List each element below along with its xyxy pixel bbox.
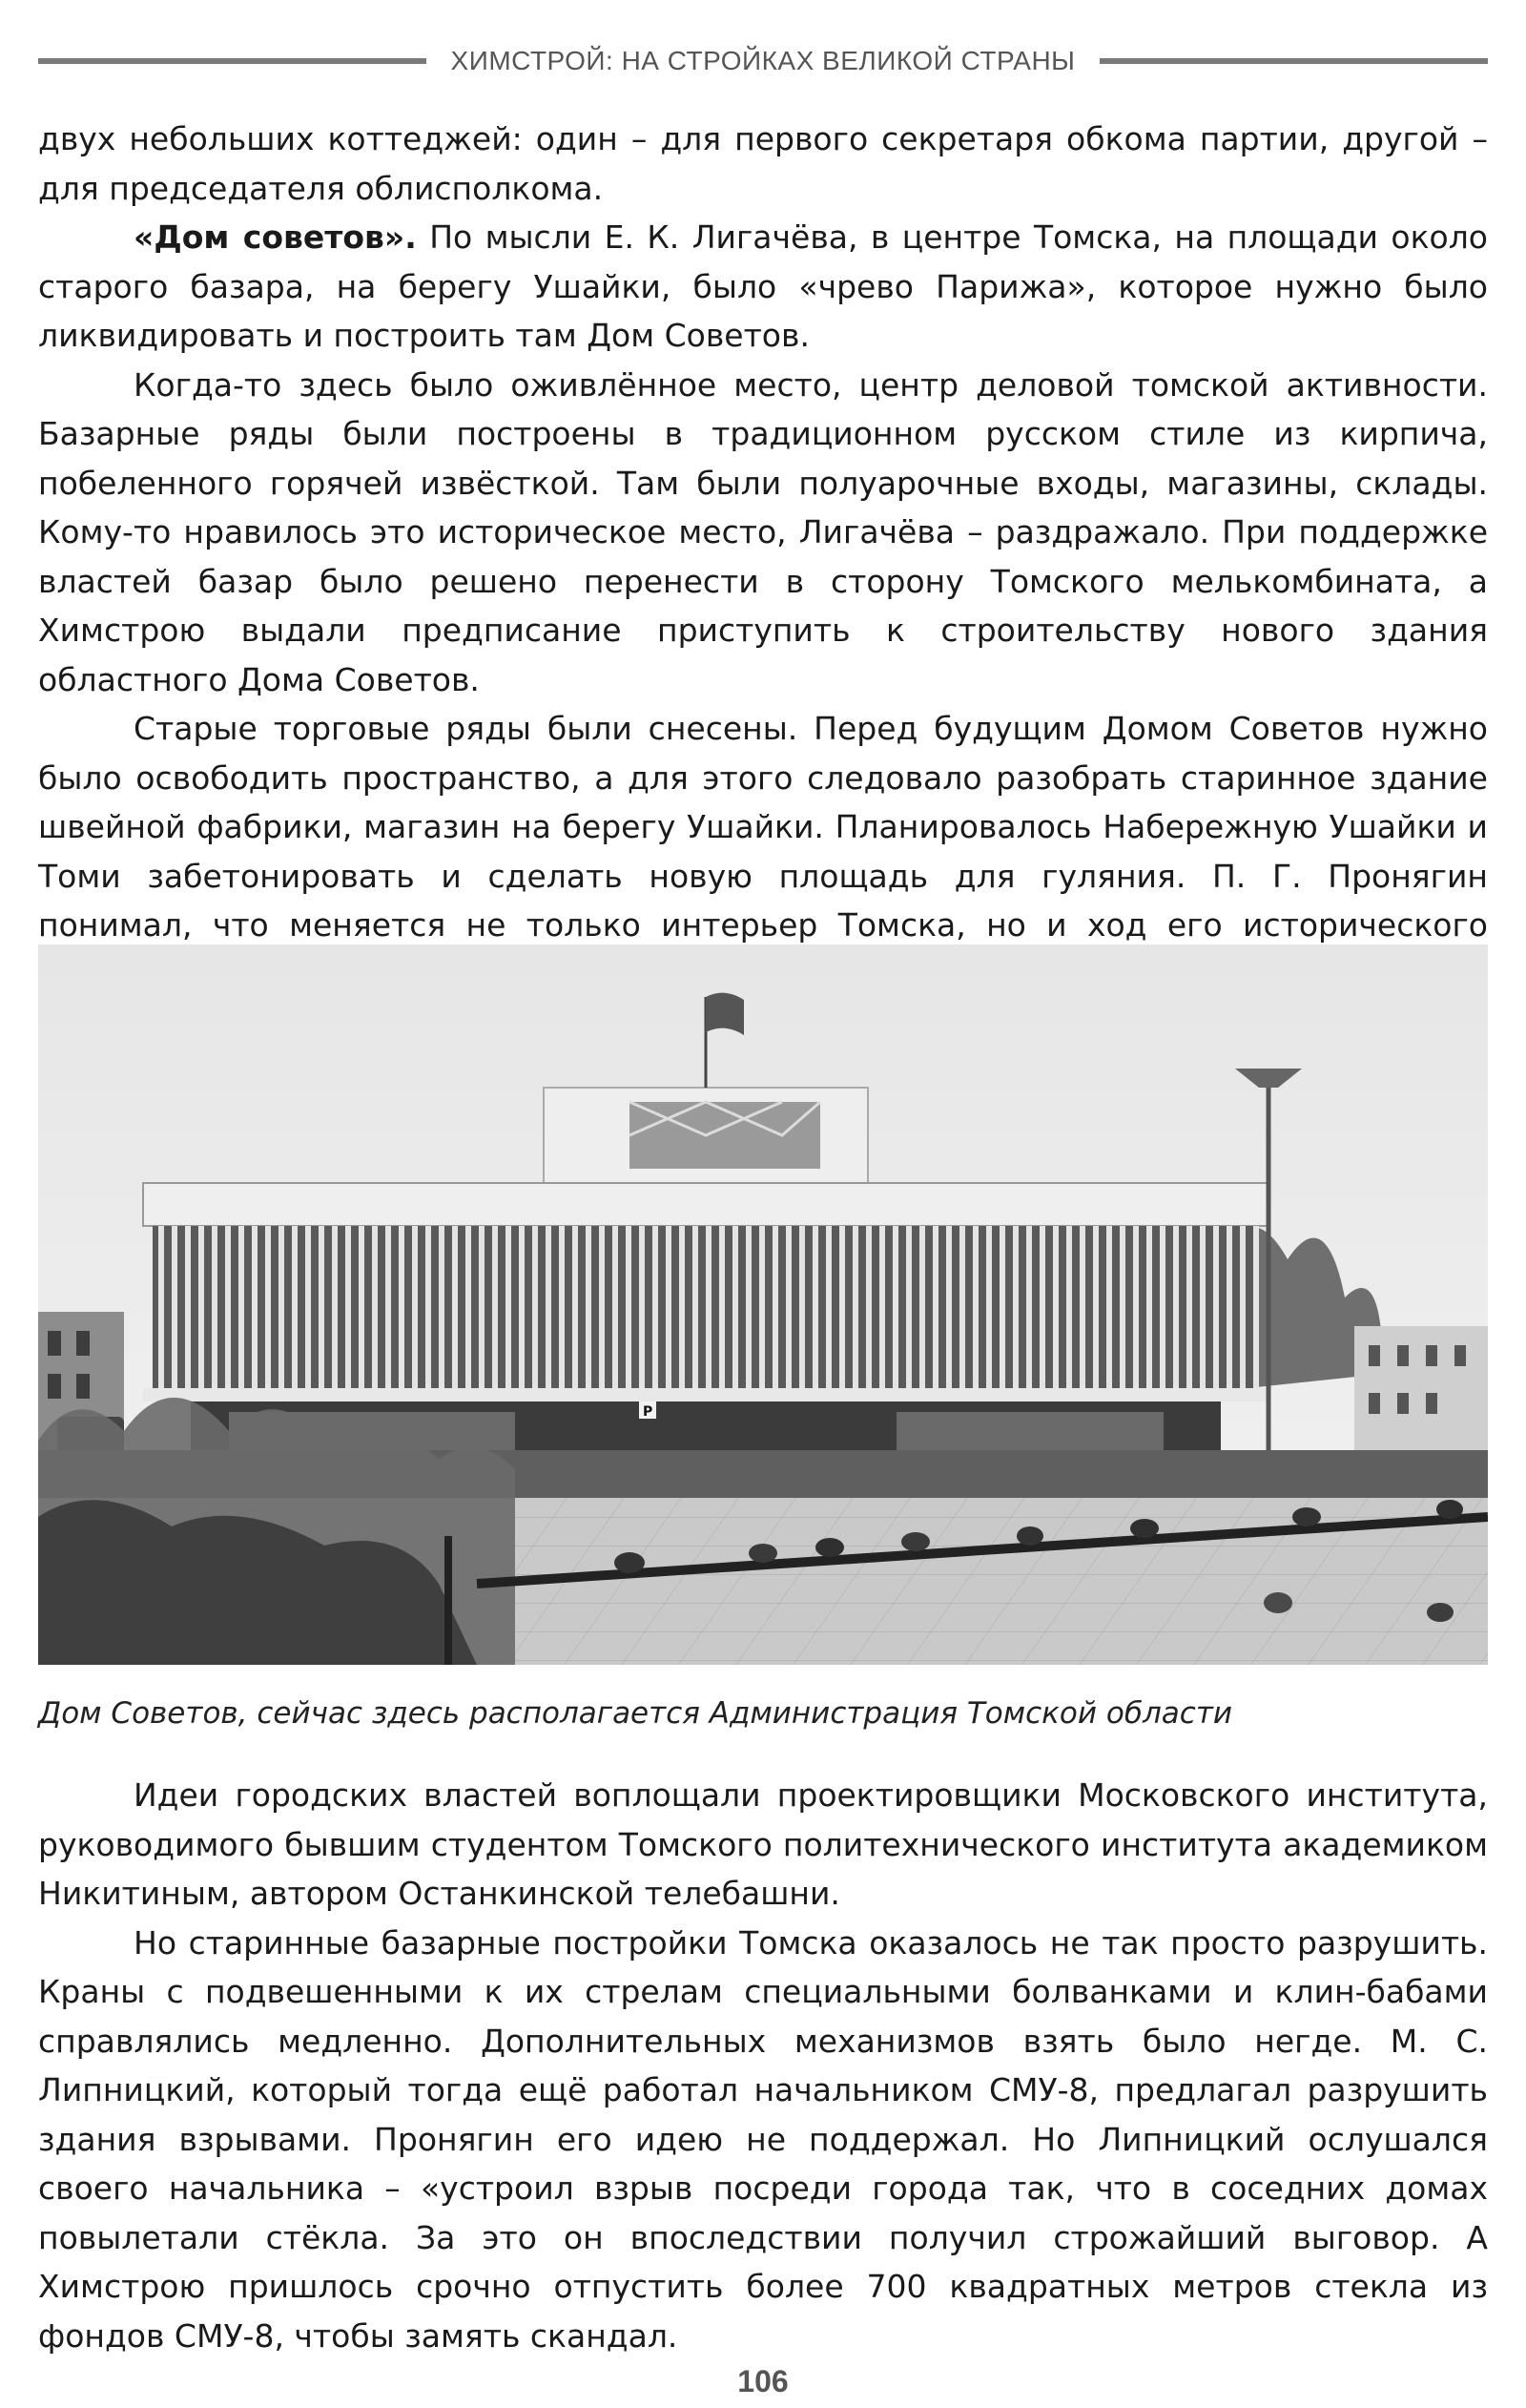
paragraph-continuation: двух небольших коттеджей: один – для первого секретаря обкома партии, другой – для председателя облисполкома.: [38, 120, 1488, 207]
paragraph-lead-rest: По мысли Е. К. Лигачёва, в центре Томска, на площади около старого базара, на берегу Ушайки, было «чрево Парижа», которое нужно было ликвидировать и построить там Дом Советов.: [38, 218, 1488, 354]
paragraph-lead-bold: «Дом советов».: [134, 218, 417, 256]
paragraph-designers: Идеи городских властей воплощали проектировщики Московского института, руководимого бывшим студентом Томского политехнического института академиком Никитиным, автором Останкинской телебашни.: [38, 1776, 1488, 1912]
header-rule-left: [38, 58, 426, 64]
page-number: 106: [737, 2364, 789, 2398]
running-header: [38, 42, 1488, 80]
paragraph-explosion: Но старинные базарные постройки Томска оказалось не так просто разрушить. Краны с подвешенными к их стрелам специальными болванками и клин-бабами справлялись медленно. Дополнительных механизмов взять было негде. М. С. Липницкий, который тогда ещё работал начальником СМУ-8, предлагал разрушить здания взрывами. Пронягин его идею не поддержал. Но Липницкий ослушался своего начальника – «устроил взрыв посреди города так, что в соседних домах повылетали стёкла. За это он впоследствии получил строжайший выговор. А Химстрою пришлось срочно отпустить более 700 квадратных метров стекла из фондов СМУ-8, чтобы замять скандал.: [38, 1923, 1488, 2355]
dom-sovetov-photo: [38, 945, 1488, 1665]
header-rule-right: [1100, 58, 1488, 64]
body-text-bottom: [38, 1771, 1488, 2360]
paragraph-dom-sovetov: [38, 213, 1488, 361]
parking-sign: P: [643, 1404, 653, 1420]
photo-caption: Дом Советов, сейчас здесь располагается Администрация Томской области: [38, 1696, 1233, 1731]
paragraph-demolition: Старые торговые ряды были снесены. Перед будущим Домом Советов нужно было освободить пространство, а для этого следовало разобрать старинное здание швейной фабрики, магазин на берегу Ушайки. Планировалось Набережную Ушайки и Томи забетонировать и сделать новую площадь для гуляния. П. Г. Пронягин понимал, что меняется не только интерьер Томска, но и ход его исторического: [38, 710, 1488, 944]
running-header-title: ХИМСТРОЙ: НА СТРОЙКАХ ВЕЛИКОЙ СТРАНЫ: [450, 46, 1076, 75]
body-text-top: [38, 114, 1488, 999]
paragraph-bazaar: Когда-то здесь было оживлённое место, центр деловой томской активности. Базарные ряды были построены в традиционном русском стиле из кирпича, побеленного горячей извёсткой. Там были полуарочные входы, магазины, склады. Кому-то нравилось это историческое место, Лигачёва – раздражало. При поддержке властей базар было решено перенести в сторону Томского мелькомбината, а Химстрою выдали предписание приступить к строительству нового здания областного Дома Советов.: [38, 365, 1488, 698]
